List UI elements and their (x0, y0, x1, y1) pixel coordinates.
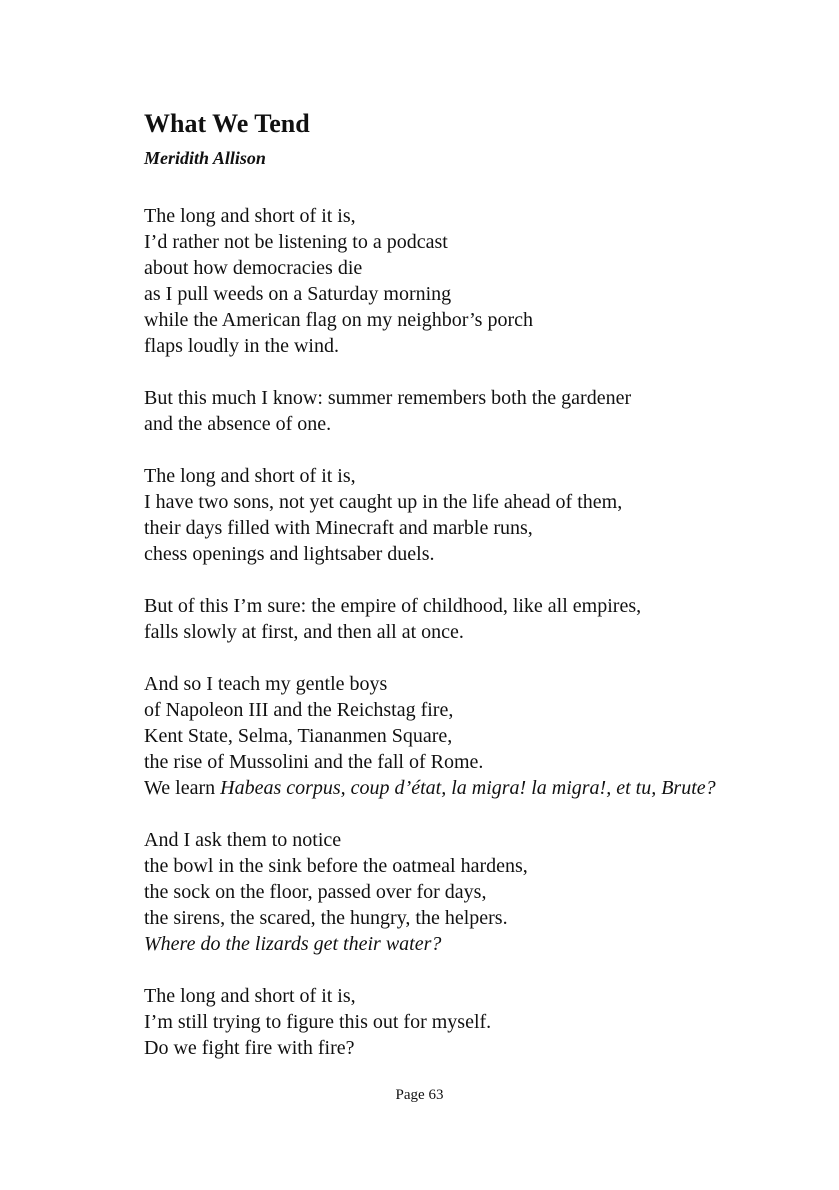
poem-title: What We Tend (144, 109, 310, 138)
poem-line: Do we fight fire with fire? (144, 1037, 355, 1059)
poem-line: about how democracies die (144, 257, 363, 279)
poem-line: And so I teach my gentle boys (144, 673, 388, 695)
poem-line: The long and short of it is, (144, 205, 356, 227)
stanza-6 (144, 827, 804, 957)
poem-author: Meridith Allison (144, 148, 266, 168)
poem-body (144, 203, 804, 1087)
stanza-2 (144, 385, 804, 437)
poem-line: The long and short of it is, (144, 465, 356, 487)
poem-line: And I ask them to notice (144, 829, 342, 851)
poem-line: I’m still trying to figure this out for myself. (144, 1011, 492, 1033)
poem-line: and the absence of one. (144, 413, 332, 435)
poem-line: their days filled with Minecraft and marble runs, (144, 517, 533, 539)
page-number: Page 63 (395, 1087, 444, 1103)
line-italic-phrase: Habeas corpus, coup d’état, la migra! la migra!, et tu, Brute? (220, 777, 716, 799)
poem-line-italic: Where do the lizards get their water? (144, 933, 442, 955)
poem-line: falls slowly at first, and then all at once. (144, 621, 464, 643)
poem-line: flaps loudly in the wind. (144, 335, 339, 357)
poem-line: I have two sons, not yet caught up in the life ahead of them, (144, 491, 623, 513)
poem-line: the sock on the floor, passed over for days, (144, 881, 487, 903)
poem-line: the rise of Mussolini and the fall of Rome. (144, 751, 484, 773)
poem-line: while the American flag on my neighbor’s porch (144, 309, 533, 331)
stanza-3 (144, 463, 804, 567)
poem-line: as I pull weeds on a Saturday morning (144, 283, 452, 305)
stanza-5 (144, 671, 804, 801)
stanza-1 (144, 203, 804, 359)
poem-line: the bowl in the sink before the oatmeal hardens, (144, 855, 528, 877)
poem-line: The long and short of it is, (144, 985, 356, 1007)
poem-line: the sirens, the scared, the hungry, the helpers. (144, 907, 508, 929)
poem-line: chess openings and lightsaber duels. (144, 543, 435, 565)
poem-line: of Napoleon III and the Reichstag fire, (144, 699, 454, 721)
stanza-4 (144, 593, 804, 645)
poem-line-mixed (144, 775, 804, 801)
poem-line: But this much I know: summer remembers both the gardener (144, 387, 632, 409)
line-prefix: We learn (144, 777, 221, 799)
poem-line: I’d rather not be listening to a podcast (144, 231, 448, 253)
poem-line: But of this I’m sure: the empire of childhood, like all empires, (144, 595, 642, 617)
poem-line: Kent State, Selma, Tiananmen Square, (144, 725, 453, 747)
stanza-7 (144, 983, 804, 1061)
